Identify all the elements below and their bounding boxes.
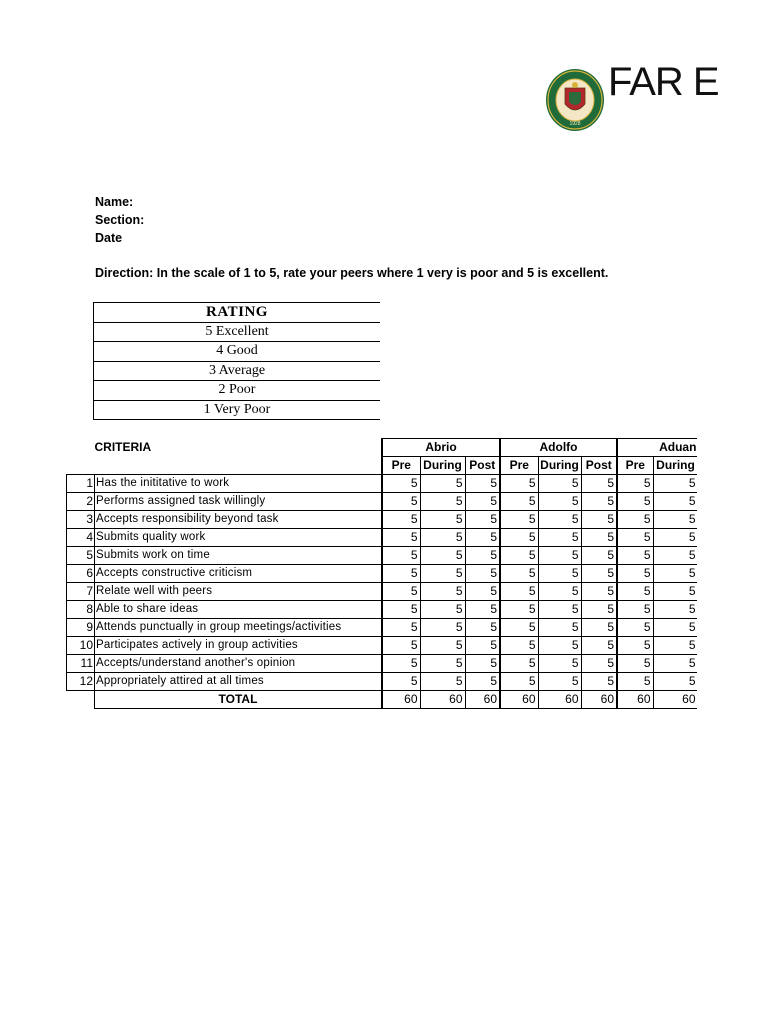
date-label: Date <box>95 231 123 245</box>
score-cell: 5 <box>420 601 465 619</box>
criterion-text: Relate well with peers <box>95 583 383 601</box>
phase-header: During <box>538 457 581 475</box>
score-cell: 5 <box>653 655 698 673</box>
phase-header: Pre <box>617 457 653 475</box>
rating-scale-table <box>93 302 380 420</box>
score-cell: 5 <box>538 529 581 547</box>
criterion-number: 9 <box>67 619 95 637</box>
total-label: TOTAL <box>95 691 383 709</box>
phase-header: During <box>653 457 698 475</box>
total-cell: 60 <box>653 691 698 709</box>
criterion-number: 2 <box>67 493 95 511</box>
table-row <box>67 619 739 637</box>
score-cell: 5 <box>538 493 581 511</box>
score-cell: 5 <box>500 529 538 547</box>
score-cell: 5 <box>653 511 698 529</box>
rating-item: 3 Average <box>94 361 381 381</box>
criterion-number: 11 <box>67 655 95 673</box>
score-cell: 5 <box>653 637 698 655</box>
phase-header: During <box>420 457 465 475</box>
score-cell: 5 <box>653 601 698 619</box>
score-cell: 5 <box>382 511 420 529</box>
criterion-text: Submits work on time <box>95 547 383 565</box>
rating-item: 5 Excellent <box>94 322 381 342</box>
score-cell: 5 <box>420 529 465 547</box>
criteria-label: CRITERIA <box>94 440 152 454</box>
table-row <box>67 583 739 601</box>
total-cell: 60 <box>617 691 653 709</box>
phase-header: Pre <box>382 457 420 475</box>
score-cell: 5 <box>382 583 420 601</box>
total-cell: 60 <box>382 691 420 709</box>
table-row <box>67 511 739 529</box>
score-cell: 5 <box>420 619 465 637</box>
score-cell: 5 <box>538 673 581 691</box>
score-cell: 5 <box>382 547 420 565</box>
score-cell: 5 <box>581 601 617 619</box>
score-cell: 5 <box>382 655 420 673</box>
score-cell: 5 <box>653 529 698 547</box>
score-cell: 5 <box>617 493 653 511</box>
score-cell: 5 <box>420 637 465 655</box>
rating-item: 4 Good <box>94 342 381 362</box>
score-cell: 5 <box>382 565 420 583</box>
score-cell: 5 <box>420 547 465 565</box>
rating-item: 2 Poor <box>94 381 381 401</box>
criterion-text: Performs assigned task willingly <box>95 493 383 511</box>
score-cell: 5 <box>500 493 538 511</box>
table-row <box>67 655 739 673</box>
score-cell: 5 <box>653 583 698 601</box>
criterion-text: Accepts/understand another's opinion <box>95 655 383 673</box>
score-cell: 5 <box>465 565 500 583</box>
total-cell: 60 <box>538 691 581 709</box>
table-row <box>67 475 739 493</box>
score-cell: 5 <box>581 529 617 547</box>
score-cell: 5 <box>617 583 653 601</box>
criterion-text: Submits quality work <box>95 529 383 547</box>
criterion-number: 12 <box>67 673 95 691</box>
score-cell: 5 <box>653 475 698 493</box>
total-cell: 60 <box>420 691 465 709</box>
score-cell: 5 <box>500 637 538 655</box>
total-spacer <box>67 691 95 709</box>
score-cell: 5 <box>538 619 581 637</box>
name-label: Name: <box>95 195 134 209</box>
rating-title: RATING <box>94 303 381 323</box>
score-cell: 5 <box>465 511 500 529</box>
score-cell: 5 <box>500 601 538 619</box>
table-row <box>67 547 739 565</box>
score-cell: 5 <box>617 655 653 673</box>
score-cell: 5 <box>420 565 465 583</box>
score-cell: 5 <box>420 493 465 511</box>
phase-header: Pre <box>500 457 538 475</box>
score-cell: 5 <box>538 583 581 601</box>
criterion-text: Appropriately attired at all times <box>95 673 383 691</box>
score-cell: 5 <box>617 619 653 637</box>
score-cell: 5 <box>653 565 698 583</box>
criterion-text: Attends punctually in group meetings/activities <box>95 619 383 637</box>
direction-text: Direction: In the scale of 1 to 5, rate your peers where 1 very is poor and 5 is excellent. <box>95 266 609 280</box>
score-cell: 5 <box>500 655 538 673</box>
score-cell: 5 <box>581 637 617 655</box>
score-cell: 5 <box>382 619 420 637</box>
score-cell: 5 <box>653 493 698 511</box>
score-cell: 5 <box>653 619 698 637</box>
score-cell: 5 <box>581 475 617 493</box>
criterion-text: Has the inititative to work <box>95 475 383 493</box>
phase-header: Post <box>581 457 617 475</box>
score-cell: 5 <box>617 475 653 493</box>
criterion-text: Able to share ideas <box>95 601 383 619</box>
peer-name-header: Abrio <box>382 439 500 457</box>
svg-text:1928: 1928 <box>569 121 581 127</box>
total-cell: 60 <box>500 691 538 709</box>
score-cell: 5 <box>465 637 500 655</box>
criterion-number: 8 <box>67 601 95 619</box>
score-cell: 5 <box>617 547 653 565</box>
phase-header: Post <box>465 457 500 475</box>
score-cell: 5 <box>538 601 581 619</box>
score-cell: 5 <box>538 511 581 529</box>
table-row <box>67 601 739 619</box>
score-cell: 5 <box>538 565 581 583</box>
score-cell: 5 <box>617 637 653 655</box>
score-cell: 5 <box>538 475 581 493</box>
score-cell: 5 <box>420 511 465 529</box>
score-cell: 5 <box>581 565 617 583</box>
score-cell: 5 <box>500 619 538 637</box>
peer-name-header: Aduan <box>617 439 738 457</box>
score-cell: 5 <box>420 673 465 691</box>
brand-wordmark: FAR E <box>608 60 719 104</box>
university-seal-logo <box>545 68 605 132</box>
score-cell: 5 <box>500 511 538 529</box>
score-cell: 5 <box>500 475 538 493</box>
score-cell: 5 <box>382 493 420 511</box>
score-cell: 5 <box>500 583 538 601</box>
criterion-text: Accepts constructive criticism <box>95 565 383 583</box>
total-cell: 60 <box>465 691 500 709</box>
score-cell: 5 <box>500 547 538 565</box>
peer-name-header: Adolfo <box>500 439 617 457</box>
score-cell: 5 <box>465 619 500 637</box>
peer-evaluation-table <box>66 438 739 709</box>
score-cell: 5 <box>382 529 420 547</box>
score-cell: 5 <box>465 655 500 673</box>
score-cell: 5 <box>420 583 465 601</box>
table-row <box>67 565 739 583</box>
score-cell: 5 <box>465 601 500 619</box>
table-row <box>67 673 739 691</box>
criterion-number: 7 <box>67 583 95 601</box>
score-cell: 5 <box>581 655 617 673</box>
score-cell: 5 <box>581 673 617 691</box>
criterion-number: 10 <box>67 637 95 655</box>
score-cell: 5 <box>617 529 653 547</box>
score-cell: 5 <box>617 511 653 529</box>
score-cell: 5 <box>382 673 420 691</box>
score-cell: 5 <box>500 673 538 691</box>
criterion-number: 4 <box>67 529 95 547</box>
score-cell: 5 <box>538 655 581 673</box>
table-row <box>67 637 739 655</box>
score-cell: 5 <box>465 673 500 691</box>
criterion-number: 5 <box>67 547 95 565</box>
score-cell: 5 <box>500 565 538 583</box>
page-edge-mask <box>697 430 768 730</box>
score-cell: 5 <box>653 673 698 691</box>
total-cell: 60 <box>581 691 617 709</box>
score-cell: 5 <box>538 637 581 655</box>
score-cell: 5 <box>617 565 653 583</box>
rating-item: 1 Very Poor <box>94 400 381 420</box>
criterion-number: 3 <box>67 511 95 529</box>
score-cell: 5 <box>465 475 500 493</box>
score-cell: 5 <box>465 493 500 511</box>
form-fields <box>95 193 144 247</box>
section-label: Section: <box>95 213 145 227</box>
score-cell: 5 <box>581 619 617 637</box>
score-cell: 5 <box>581 511 617 529</box>
score-cell: 5 <box>420 475 465 493</box>
header-spacer <box>67 457 383 475</box>
score-cell: 5 <box>617 601 653 619</box>
score-cell: 5 <box>465 583 500 601</box>
score-cell: 5 <box>382 601 420 619</box>
criterion-number: 6 <box>67 565 95 583</box>
score-cell: 5 <box>581 583 617 601</box>
score-cell: 5 <box>617 673 653 691</box>
score-cell: 5 <box>382 475 420 493</box>
score-cell: 5 <box>538 547 581 565</box>
score-cell: 5 <box>465 529 500 547</box>
criterion-text: Participates actively in group activities <box>95 637 383 655</box>
score-cell: 5 <box>581 493 617 511</box>
score-cell: 5 <box>420 655 465 673</box>
criterion-number: 1 <box>67 475 95 493</box>
criterion-text: Accepts responsibility beyond task <box>95 511 383 529</box>
table-row <box>67 493 739 511</box>
score-cell: 5 <box>581 547 617 565</box>
table-row <box>67 529 739 547</box>
score-cell: 5 <box>653 547 698 565</box>
score-cell: 5 <box>465 547 500 565</box>
score-cell: 5 <box>382 637 420 655</box>
